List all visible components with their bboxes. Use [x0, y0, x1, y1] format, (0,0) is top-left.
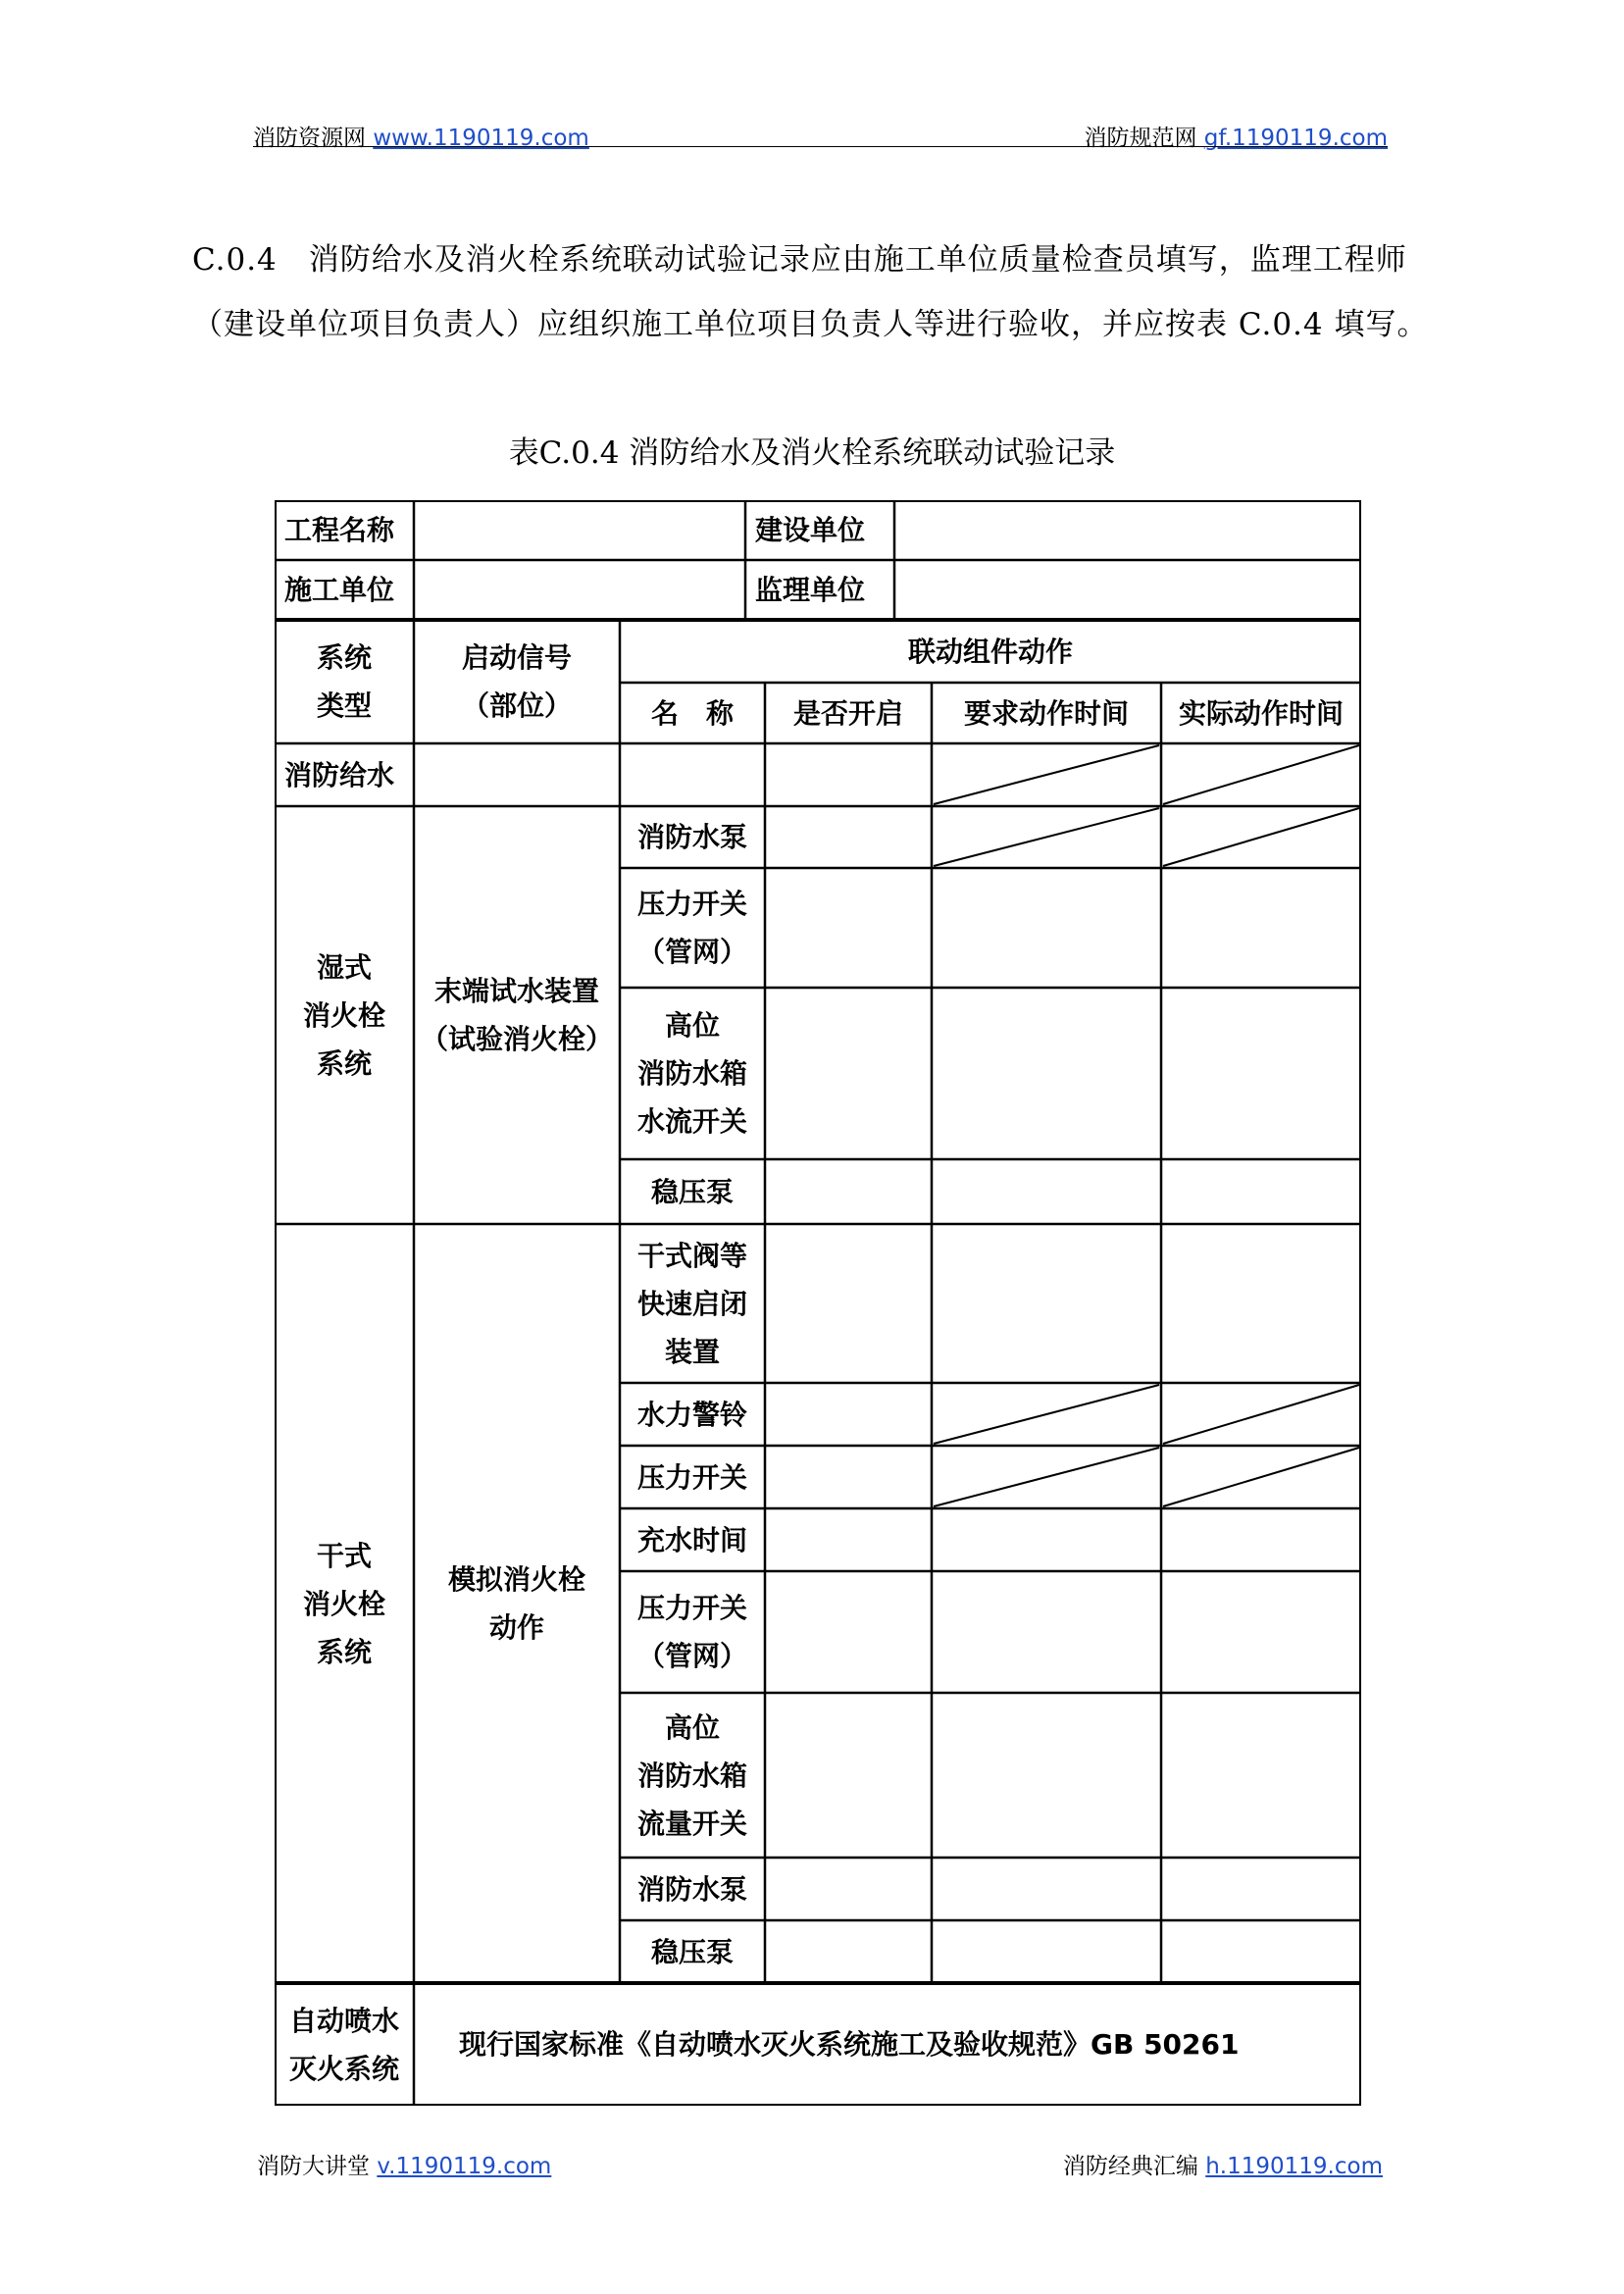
footer-left	[257, 2148, 551, 2180]
project-name-label: 工程名称	[284, 514, 395, 546]
construction-unit-label: 施工单位	[284, 574, 395, 606]
col-name-header: 名 称	[650, 696, 734, 730]
wet-item-fire-pump: 消防水泵	[636, 821, 747, 853]
footer-right	[1063, 2148, 1383, 2180]
wet-item-jockey-pump: 稳压泵	[650, 1175, 734, 1208]
header-left-label: 消防资源网	[253, 126, 366, 151]
water-supply-label: 消防给水	[284, 758, 395, 791]
dry-item-quick-valve: 干式阀等 快速启闭 装置	[636, 1239, 747, 1368]
supervision-unit-label: 监理单位	[755, 574, 866, 606]
dry-item-fill-time: 充水时间	[636, 1523, 747, 1556]
header-divider	[253, 146, 1388, 147]
dry-item-fire-pump: 消防水泵	[636, 1872, 747, 1906]
col-open-header: 是否开启	[792, 696, 903, 730]
dry-item-pressure-switch: 压力开关	[636, 1460, 747, 1494]
system-type-header: 系统 类型	[316, 641, 372, 722]
construction-owner-label: 建设单位	[755, 514, 866, 546]
linked-action-header: 联动组件动作	[907, 635, 1073, 668]
wet-item-tank-flow-switch: 高位 消防水箱 水流开关	[636, 1009, 747, 1138]
intro-paragraph: C.0.4 消防给水及消火栓系统联动试验记录应由施工单位质量检查员填写，监理工程师（建设单位项目负责人）应组织施工单位项目负责人等进行验收，并应按表 C.0.4 填写。	[192, 242, 1429, 342]
col-actual-header: 实际动作时间	[1178, 696, 1344, 730]
dry-item-water-alarm-bell: 水力警铃	[636, 1398, 747, 1431]
col-required-header: 要求动作时间	[963, 696, 1129, 730]
project-name-field[interactable]	[414, 500, 745, 560]
header-left-link[interactable]: www.1190119.com	[373, 126, 589, 151]
footer-left-label: 消防大讲堂	[257, 2154, 370, 2179]
wet-start-signal: 末端试水装置 （试验消火栓）	[420, 975, 613, 1055]
table-title: 表C.0.4 消防给水及消火栓系统联动试验记录	[508, 435, 1116, 471]
dry-start-signal: 模拟消火栓 动作	[447, 1563, 585, 1644]
footer-right-link[interactable]: h.1190119.com	[1205, 2154, 1383, 2179]
header-left	[253, 120, 589, 152]
dry-system-label: 干式 消火栓 系统	[302, 1539, 385, 1668]
wet-item-pressure-switch: 压力开关 （管网）	[636, 888, 747, 968]
start-signal-header: 启动信号 （部位）	[461, 641, 572, 722]
header-right	[1084, 120, 1388, 152]
header-right-label: 消防规范网	[1084, 126, 1197, 151]
footer-left-link[interactable]: v.1190119.com	[377, 2154, 552, 2179]
construction-unit-field[interactable]	[414, 560, 745, 620]
dry-item-tank-flow-switch: 高位 消防水箱 流量开关	[636, 1710, 747, 1840]
footer-right-label: 消防经典汇编	[1062, 2154, 1198, 2179]
header-right-link[interactable]: gf.1190119.com	[1203, 126, 1388, 151]
dry-item-pressure-switch-network: 压力开关 （管网）	[636, 1592, 747, 1672]
construction-owner-field[interactable]	[894, 500, 1361, 560]
dry-item-jockey-pump: 稳压泵	[650, 1935, 734, 1968]
sprinkler-system-label: 自动喷水 灭火系统	[288, 2004, 399, 2085]
sprinkler-standard-note: 现行国家标准《自动喷水灭火系统施工及验收规范》GB 50261	[459, 2028, 1240, 2061]
wet-system-label: 湿式 消火栓 系统	[302, 950, 385, 1080]
supervision-unit-field[interactable]	[894, 560, 1361, 620]
record-form	[275, 500, 1361, 2106]
